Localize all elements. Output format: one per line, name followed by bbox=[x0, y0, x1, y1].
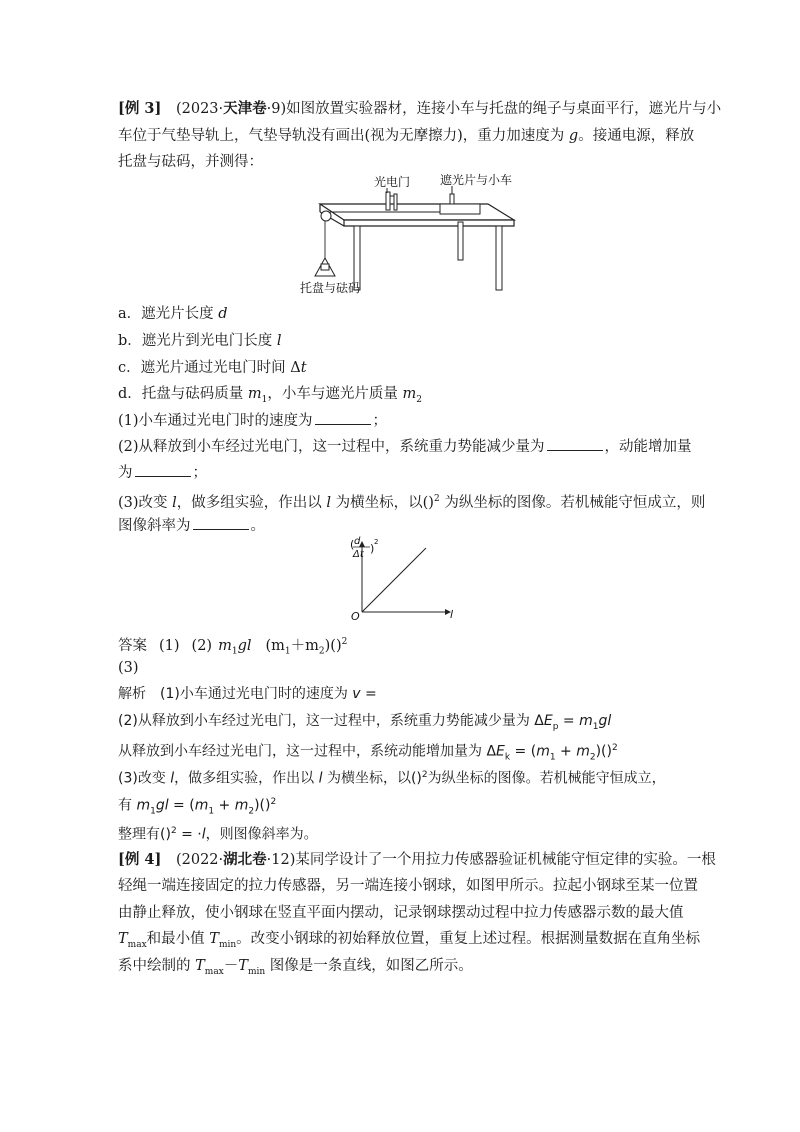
analysis-l4-c: 为横坐标，以() bbox=[322, 770, 422, 787]
y-label-num: d bbox=[354, 536, 361, 547]
analysis-l5 bbox=[118, 792, 276, 821]
analysis-l5-close: )() bbox=[254, 797, 271, 814]
ex4-l5-a: 系中绘制的 bbox=[118, 958, 196, 974]
ex3-source-num: ·9) bbox=[266, 101, 287, 117]
q3-c: 为横坐标，以() bbox=[331, 494, 434, 511]
ex3-stem1: 如图放置实验器材，连接小车与托盘的绳子与桌面平行，遮光片与小 bbox=[286, 101, 722, 117]
ex3-tag: [例 3] bbox=[118, 100, 162, 117]
ex4-l4-end: 。改变小钢球的初始释放位置，重复上述过程。根据测量数据在直角坐标 bbox=[236, 931, 701, 947]
ex3-opt-b bbox=[118, 331, 282, 351]
analysis-l2-eq: = bbox=[558, 713, 580, 729]
analysis-l3-eq: = ( bbox=[510, 743, 537, 760]
analysis-l5-1: 1 bbox=[150, 806, 156, 817]
analysis-l5-plus: + bbox=[214, 797, 235, 814]
ex3-stem3: 托盘与砝码，并测得： bbox=[118, 154, 263, 170]
ex3-q3e bbox=[118, 515, 265, 536]
analysis-l5-m2: m bbox=[234, 797, 249, 814]
answer-sub1: 1 bbox=[231, 646, 238, 657]
ex4-l1-text: 某同学设计了一个用拉力传感器验证机械能守恒定律的实验。一根 bbox=[295, 852, 716, 868]
analysis-l2-E: E bbox=[543, 713, 553, 729]
ex4-l4-min: min bbox=[218, 939, 237, 950]
ex4-source-name: 湖北卷 bbox=[223, 851, 267, 868]
label-photogate: 光电门 bbox=[374, 175, 411, 189]
photogate bbox=[386, 192, 390, 210]
answer-p2: (2) bbox=[191, 637, 213, 654]
analysis-l3 bbox=[118, 738, 618, 767]
analysis-l5-gl: gl bbox=[155, 797, 169, 814]
cart bbox=[440, 204, 480, 214]
analysis-l5-s2: 2 bbox=[248, 806, 255, 817]
analysis-l1-v: v bbox=[352, 686, 361, 702]
ex4-l5-T: T bbox=[195, 958, 205, 974]
answer-blank[interactable] bbox=[193, 515, 249, 530]
opt-d-sub1: 1 bbox=[261, 394, 268, 405]
q3e-text: 图像斜率为 bbox=[118, 518, 191, 534]
analysis-l3-m2: m bbox=[576, 743, 590, 760]
answer-p1: (1) bbox=[159, 637, 180, 654]
ex4-l4-T: T bbox=[118, 931, 128, 947]
q3-a: (3)改变 bbox=[118, 494, 173, 511]
ex4-source-num: ·12) bbox=[266, 852, 296, 868]
ex4-tag: [例 4] bbox=[118, 851, 162, 868]
ex4-l2-text: 轻绳一端连接固定的拉力传感器，另一端连接小钢球，如图甲所示。拉起小钢球至某一位置 bbox=[118, 878, 698, 894]
analysis-l2-p: p bbox=[552, 721, 559, 732]
answer-sub1b: 1 bbox=[284, 646, 291, 657]
ex3-opt-c bbox=[118, 358, 307, 378]
ex4-l5-minus: － bbox=[223, 958, 239, 974]
analysis-l2-text: (2)从释放到小车经过光电门，这一过程中，系统重力势能减少量为 Δ bbox=[118, 713, 544, 729]
table-leg bbox=[496, 226, 502, 290]
graph-line bbox=[362, 548, 426, 612]
ex4-l2 bbox=[118, 876, 698, 896]
ex3-source-name: 天津卷 bbox=[223, 100, 267, 117]
ex4-l3-text: 由静止释放，使小钢球在竖直平面内摆动，记录钢球摆动过程中拉力传感器示数的最大值 bbox=[118, 905, 684, 921]
ex4-l5-b: 图像是一条直线，如图乙所示。 bbox=[265, 958, 473, 974]
ex3-opt-a bbox=[118, 304, 228, 324]
opt-a-text: a．遮光片长度 bbox=[118, 306, 219, 322]
ex4-source-year: (2022· bbox=[175, 852, 224, 868]
analysis-l4 bbox=[118, 765, 666, 789]
analysis-l3-1: 1 bbox=[549, 752, 556, 763]
analysis-l4-sup: 2 bbox=[421, 770, 428, 780]
apparatus-figure bbox=[300, 172, 530, 296]
analysis-l1-text: (1)小车通过光电门时的速度为 bbox=[160, 686, 353, 702]
opt-c-text: c．遮光片通过光电门时间 Δ bbox=[118, 360, 301, 376]
analysis-l1 bbox=[118, 684, 377, 704]
ex4-l4 bbox=[118, 929, 700, 955]
ex3-stem-line1 bbox=[118, 99, 721, 119]
analysis-l3-k: k bbox=[504, 752, 511, 763]
table-leg bbox=[458, 222, 463, 260]
analysis-l5-m: m bbox=[136, 797, 151, 814]
ex3-stem2c: 。接通电源，释放 bbox=[578, 128, 695, 144]
opt-d-m2: m bbox=[402, 386, 417, 402]
ex3-source-year: (2023· bbox=[175, 101, 224, 117]
answer-plus: ＋m bbox=[290, 637, 319, 654]
analysis-l3-sup: 2 bbox=[611, 743, 618, 753]
analysis-l3-2: 2 bbox=[589, 752, 596, 763]
analysis-l2-1: 1 bbox=[592, 721, 599, 732]
opt-c-var: t bbox=[300, 360, 307, 376]
pulley bbox=[321, 211, 331, 221]
analysis-l2-m: m bbox=[579, 713, 593, 729]
opt-a-var: d bbox=[218, 306, 228, 322]
ex3-q3 bbox=[118, 489, 705, 513]
ex3-stem2a: 车位于气垫导轨上，气垫导轨没有画出(视为无摩擦力)，重力加速度为 bbox=[118, 128, 569, 144]
answer-line2 bbox=[118, 658, 139, 678]
y-label-den: Δt bbox=[353, 549, 364, 560]
answer-m: m bbox=[218, 637, 232, 654]
ex4-l5-T2: T bbox=[238, 958, 248, 974]
analysis-l6 bbox=[118, 821, 318, 845]
opt-d-sub2: 2 bbox=[416, 394, 422, 405]
analysis-l5-sup: 2 bbox=[270, 797, 277, 807]
opt-d-m1: m bbox=[247, 386, 262, 402]
ex3-q2 bbox=[118, 436, 692, 457]
analysis-l6-l: l bbox=[201, 826, 206, 843]
answer-sup2: 2 bbox=[341, 637, 348, 647]
answer-blank[interactable] bbox=[315, 410, 371, 425]
svg-text:(: ( bbox=[350, 538, 355, 551]
analysis-l3-E: E bbox=[496, 743, 505, 760]
answer-close: )() bbox=[324, 637, 342, 654]
y-label-exp: 2 bbox=[374, 538, 379, 546]
analysis-l3-text: 从释放到小车经过光电门，这一过程中，系统动能增加量为 Δ bbox=[118, 743, 497, 760]
q2b-text: 为 bbox=[118, 465, 133, 481]
analysis-l4-l2: l bbox=[318, 770, 323, 787]
q3-b: ，做多组实验，作出以 bbox=[176, 494, 327, 511]
analysis-l4-b: ，做多组实验，作出以 bbox=[174, 770, 319, 787]
analysis-l4-d: 为纵坐标的图像。若机械能守恒成立， bbox=[427, 770, 666, 787]
analysis-l1-eq: = bbox=[360, 686, 377, 702]
analysis-l5-a: 有 bbox=[118, 797, 137, 814]
q3-var: l bbox=[172, 494, 177, 511]
answer-gl: gl bbox=[237, 637, 252, 654]
ex3-stem-line3 bbox=[118, 152, 263, 172]
ex4-l5-max: max bbox=[204, 966, 224, 977]
ex4-l3 bbox=[118, 903, 684, 923]
analysis-l5-m1: m bbox=[194, 797, 209, 814]
analysis-l3-m1: m bbox=[536, 743, 550, 760]
ex4-l5-min: min bbox=[247, 966, 266, 977]
q1-end: ； bbox=[372, 413, 388, 429]
ex3-opt-d bbox=[118, 384, 422, 410]
answer-p3: (m bbox=[265, 637, 285, 654]
answer-label: 答案 bbox=[118, 637, 147, 654]
label-tray: 托盘与砝码 bbox=[300, 281, 361, 295]
opt-b-var: l bbox=[276, 333, 282, 349]
analysis-l3-plus: + bbox=[555, 743, 577, 760]
analysis-l4-a: (3)改变 bbox=[118, 770, 171, 787]
analysis-l2 bbox=[118, 711, 611, 737]
q3-sup: 2 bbox=[433, 494, 440, 504]
ex4-l5 bbox=[118, 956, 473, 982]
answer-3: (3) bbox=[118, 660, 139, 676]
opt-b-text: b．遮光片到光电门长度 bbox=[118, 333, 277, 349]
ex3-stem2b: g bbox=[568, 128, 579, 144]
origin-label: O bbox=[351, 610, 360, 620]
analysis-l6-a: 整理有() bbox=[118, 826, 171, 843]
answer-line bbox=[118, 632, 347, 662]
analysis-l4-l: l bbox=[170, 770, 175, 787]
analysis-l5-s1: 1 bbox=[208, 806, 215, 817]
x-axis-label: l bbox=[450, 608, 454, 620]
analysis-l6-b: = · bbox=[176, 826, 202, 843]
ex3-q2b bbox=[118, 462, 207, 483]
q3-d: 为纵坐标的图像。若机械能守恒成立，则 bbox=[439, 494, 706, 511]
opt-d-text2: ，小车与遮光片质量 bbox=[267, 386, 403, 402]
analysis-l3-close: )() bbox=[595, 743, 612, 760]
analysis-l6-sup: 2 bbox=[170, 826, 177, 836]
answer-blank[interactable] bbox=[547, 436, 603, 451]
label-cart: 遮光片与小车 bbox=[440, 173, 513, 187]
svg-text:): ) bbox=[370, 542, 375, 555]
ex4-l1 bbox=[118, 850, 716, 870]
linear-graph bbox=[340, 536, 460, 620]
q1-text: (1)小车通过光电门时的速度为 bbox=[118, 413, 313, 429]
ex3-stem-line2 bbox=[118, 126, 694, 146]
analysis-l2-gl: gl bbox=[598, 713, 612, 729]
analysis-l5-eq: = ( bbox=[168, 797, 195, 814]
analysis-label: 解析 bbox=[118, 686, 146, 702]
ex4-l4-max: max bbox=[127, 939, 147, 950]
analysis-l6-c: ，则图像斜率为。 bbox=[205, 826, 318, 843]
ex3-q1 bbox=[118, 410, 387, 431]
ex4-l4-mid: 和最小值 bbox=[146, 931, 210, 947]
opt-d-text1: d．托盘与砝码质量 bbox=[118, 386, 248, 402]
q2-mid: ，动能增加量 bbox=[604, 439, 692, 455]
q3-var2: l bbox=[326, 494, 332, 511]
q2b-end: ； bbox=[192, 465, 207, 481]
table-front bbox=[344, 220, 514, 226]
ex4-l4-T2: T bbox=[209, 931, 219, 947]
q3e-end: 。 bbox=[250, 518, 265, 534]
q2-text: (2)从释放到小车经过光电门，这一过程中，系统重力势能减少量为 bbox=[118, 439, 545, 455]
answer-sub2: 2 bbox=[318, 646, 325, 657]
answer-blank[interactable] bbox=[135, 462, 191, 477]
